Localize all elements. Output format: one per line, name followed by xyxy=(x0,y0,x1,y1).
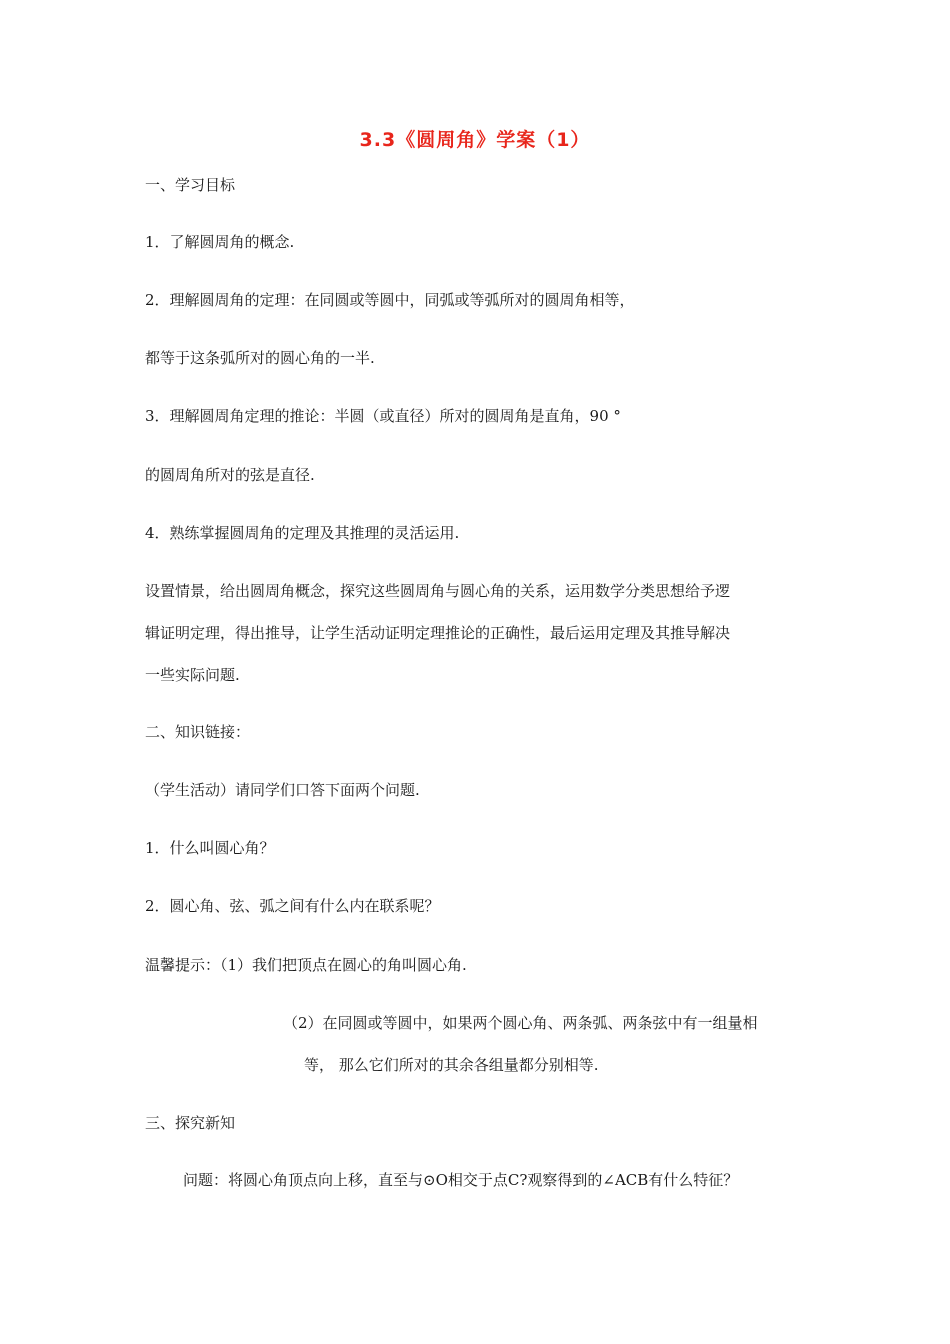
student-activity: （学生活动）请同学们口答下面两个问题. xyxy=(145,781,420,799)
intro-paragraph-line-1: 设置情景，给出圆周角概念，探究这些圆周角与圆心角的关系，运用数学分类思想给予逻 xyxy=(145,582,731,600)
objective-item-1: 1．了解圆周角的概念. xyxy=(145,233,295,251)
document-title: 3.3《圆周角》学案（1） xyxy=(359,129,591,151)
section-heading-explore: 三、探究新知 xyxy=(145,1114,236,1132)
question-2: 2．圆心角、弦、弧之间有什么内在联系呢？ xyxy=(145,897,440,915)
tip-2: （2）在同圆或等圆中，如果两个圆心角、两条弧、两条弦中有一组量相 xyxy=(283,1014,758,1032)
objective-item-3: 3．理解圆周角定理的推论：半圆（或直径）所对的圆周角是直角，90 ° xyxy=(145,407,621,425)
section-heading-objectives: 一、学习目标 xyxy=(145,176,236,194)
tip-2-cont: 等， 那么它们所对的其余各组量都分别相等. xyxy=(304,1056,599,1074)
tip-1: 温馨提示：（1）我们把顶点在圆心的角叫圆心角. xyxy=(145,956,467,974)
objective-item-2-cont: 都等于这条弧所对的圆心角的一半. xyxy=(145,349,375,367)
objective-item-2: 2．理解圆周角的定理：在同圆或等圆中，同弧或等弧所对的圆周角相等， xyxy=(145,291,635,309)
question-1: 1．什么叫圆心角？ xyxy=(145,839,275,857)
section-heading-knowledge: 二、知识链接： xyxy=(145,723,251,741)
intro-paragraph-line-2: 辑证明定理，得出推导，让学生活动证明定理推论的正确性，最后运用定理及其推导解决 xyxy=(145,624,731,642)
explore-question: 问题：将圆心角顶点向上移，直至与⊙O相交于点C?观察得到的∠ACB有什么特征？ xyxy=(183,1171,739,1189)
objective-item-4: 4．熟练掌握圆周角的定理及其推理的灵活运用. xyxy=(145,524,460,542)
objective-item-3-cont: 的圆周角所对的弦是直径. xyxy=(145,466,315,484)
intro-paragraph-line-3: 一些实际问题. xyxy=(145,666,240,684)
